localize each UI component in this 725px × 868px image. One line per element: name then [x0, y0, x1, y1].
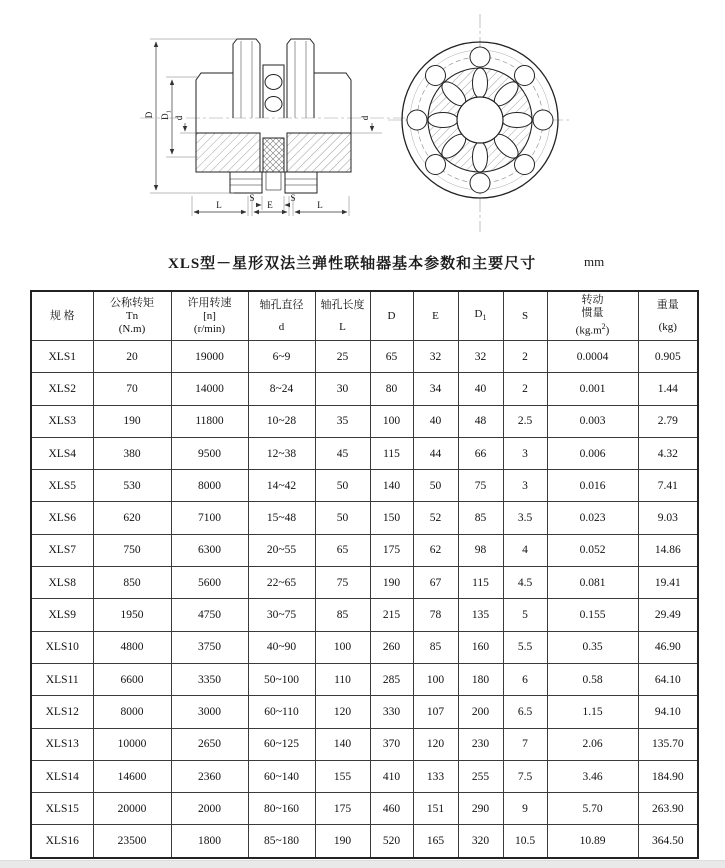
- table-cell: XLS16: [31, 825, 93, 858]
- table-body: [31, 341, 698, 858]
- table-cell: XLS2: [31, 373, 93, 405]
- table-cell: 10.89: [547, 825, 638, 858]
- table-cell: XLS14: [31, 760, 93, 792]
- table-cell: 460: [370, 793, 413, 825]
- table-cell: 290: [458, 793, 503, 825]
- table-cell: 100: [370, 405, 413, 437]
- table-cell: 6: [503, 663, 547, 695]
- table-cell: 0.003: [547, 405, 638, 437]
- table-cell: 5600: [171, 567, 248, 599]
- table-row: [31, 599, 698, 631]
- table-cell: 98: [458, 534, 503, 566]
- table-cell: 6300: [171, 534, 248, 566]
- table-cell: 45: [315, 437, 370, 469]
- table-cell: 530: [93, 470, 171, 502]
- table-cell: 62: [413, 534, 458, 566]
- dim-label-d-right: d: [360, 115, 370, 121]
- col-header-speed: 许用转速 [n] (r/min): [171, 291, 248, 341]
- table-cell: XLS3: [31, 405, 93, 437]
- table-cell: 100: [413, 663, 458, 695]
- table-cell: 60~125: [248, 728, 315, 760]
- table-cell: 30~75: [248, 599, 315, 631]
- table-cell: 2360: [171, 760, 248, 792]
- table-cell: 14~42: [248, 470, 315, 502]
- table-cell: 520: [370, 825, 413, 858]
- table-cell: 50: [413, 470, 458, 502]
- engineering-drawing: [0, 0, 725, 246]
- table-cell: 34: [413, 373, 458, 405]
- table-cell: 60~110: [248, 696, 315, 728]
- table-cell: 100: [315, 631, 370, 663]
- table-cell: 190: [315, 825, 370, 858]
- table-cell: 2.79: [638, 405, 698, 437]
- table-cell: 22~65: [248, 567, 315, 599]
- table-cell: 4.32: [638, 437, 698, 469]
- table-cell: 0.001: [547, 373, 638, 405]
- table-cell: 263.90: [638, 793, 698, 825]
- table-cell: XLS8: [31, 567, 93, 599]
- table-cell: 120: [315, 696, 370, 728]
- table-cell: 151: [413, 793, 458, 825]
- col-header-length: 轴孔长度 L: [315, 291, 370, 341]
- table-cell: 370: [370, 728, 413, 760]
- page-title: XLS型－星形双法兰弹性联轴器基本参数和主要尺寸: [168, 256, 537, 272]
- table-cell: 150: [370, 502, 413, 534]
- table-cell: 2: [503, 341, 547, 373]
- table-row: [31, 341, 698, 373]
- table-row: [31, 470, 698, 502]
- table-cell: 4800: [93, 631, 171, 663]
- table-row: [31, 502, 698, 534]
- table-cell: 3: [503, 437, 547, 469]
- table-cell: 4.5: [503, 567, 547, 599]
- table-cell: 155: [315, 760, 370, 792]
- table-row: [31, 728, 698, 760]
- table-cell: 6~9: [248, 341, 315, 373]
- table-row: [31, 567, 698, 599]
- table-cell: 380: [93, 437, 171, 469]
- table-cell: 7.5: [503, 760, 547, 792]
- table-cell: 11800: [171, 405, 248, 437]
- table-cell: 1800: [171, 825, 248, 858]
- table-cell: 46.90: [638, 631, 698, 663]
- table-cell: 3000: [171, 696, 248, 728]
- table-cell: 10~28: [248, 405, 315, 437]
- table-cell: 330: [370, 696, 413, 728]
- table-cell: 40~90: [248, 631, 315, 663]
- table-cell: 120: [413, 728, 458, 760]
- table-row: [31, 793, 698, 825]
- table-row: [31, 663, 698, 695]
- table-cell: 85: [458, 502, 503, 534]
- table-cell: 32: [458, 341, 503, 373]
- table-row: [31, 373, 698, 405]
- table-cell: 190: [93, 405, 171, 437]
- table-cell: XLS4: [31, 437, 93, 469]
- col-header-bore: 轴孔直径 d: [248, 291, 315, 341]
- table-cell: 0.905: [638, 341, 698, 373]
- table-cell: 140: [370, 470, 413, 502]
- table-cell: 165: [413, 825, 458, 858]
- table-cell: 110: [315, 663, 370, 695]
- table-cell: 75: [458, 470, 503, 502]
- table-cell: 2.5: [503, 405, 547, 437]
- table-cell: 52: [413, 502, 458, 534]
- table-cell: 0.0004: [547, 341, 638, 373]
- table-cell: 25: [315, 341, 370, 373]
- table-cell: 320: [458, 825, 503, 858]
- table-cell: 2: [503, 373, 547, 405]
- col-header-torque: 公称转矩 Tn (N.m): [93, 291, 171, 341]
- dim-label-d-left: d: [174, 115, 184, 121]
- dim-label-D1: $D_1$: [160, 110, 173, 120]
- table-cell: 10000: [93, 728, 171, 760]
- header-row: [31, 291, 698, 341]
- table-cell: XLS9: [31, 599, 93, 631]
- table-cell: 60~140: [248, 760, 315, 792]
- table-cell: 50: [315, 502, 370, 534]
- table-cell: 410: [370, 760, 413, 792]
- table-cell: 2650: [171, 728, 248, 760]
- table-cell: 1950: [93, 599, 171, 631]
- table-cell: 180: [458, 663, 503, 695]
- table-cell: 230: [458, 728, 503, 760]
- table-cell: XLS13: [31, 728, 93, 760]
- table-cell: 1.44: [638, 373, 698, 405]
- col-header-D1: $D_1$: [458, 291, 503, 341]
- table-cell: 0.023: [547, 502, 638, 534]
- table-cell: 80: [370, 373, 413, 405]
- table-cell: 175: [315, 793, 370, 825]
- table-cell: 190: [370, 567, 413, 599]
- table-cell: 7.41: [638, 470, 698, 502]
- table-cell: 285: [370, 663, 413, 695]
- table-cell: 80~160: [248, 793, 315, 825]
- table-cell: 7: [503, 728, 547, 760]
- table-cell: 65: [370, 341, 413, 373]
- table-cell: XLS15: [31, 793, 93, 825]
- table-cell: 85: [315, 599, 370, 631]
- table-cell: 200: [458, 696, 503, 728]
- table-cell: 140: [315, 728, 370, 760]
- table-cell: 20000: [93, 793, 171, 825]
- table-cell: 48: [458, 405, 503, 437]
- table-cell: 8000: [171, 470, 248, 502]
- table-cell: 5: [503, 599, 547, 631]
- page-bottom-edge: [0, 860, 725, 868]
- table-cell: 10.5: [503, 825, 547, 858]
- table-cell: 1.15: [547, 696, 638, 728]
- table-cell: XLS1: [31, 341, 93, 373]
- table-cell: 29.49: [638, 599, 698, 631]
- table-cell: 5.5: [503, 631, 547, 663]
- dim-label-D: D: [144, 111, 154, 119]
- table-cell: 107: [413, 696, 458, 728]
- table-cell: 255: [458, 760, 503, 792]
- unit-label: mm: [584, 254, 605, 269]
- table-cell: 14.86: [638, 534, 698, 566]
- table-cell: 9500: [171, 437, 248, 469]
- table-cell: 19000: [171, 341, 248, 373]
- table-cell: XLS10: [31, 631, 93, 663]
- table-cell: 750: [93, 534, 171, 566]
- table-row: [31, 437, 698, 469]
- table-row: [31, 825, 698, 858]
- table-cell: 12~38: [248, 437, 315, 469]
- table-cell: 0.016: [547, 470, 638, 502]
- col-header-E: E: [413, 291, 458, 341]
- table-cell: XLS6: [31, 502, 93, 534]
- table-cell: 0.006: [547, 437, 638, 469]
- table-cell: 215: [370, 599, 413, 631]
- table-cell: 3750: [171, 631, 248, 663]
- table-cell: 85~180: [248, 825, 315, 858]
- table-cell: 0.58: [547, 663, 638, 695]
- table-cell: 6.5: [503, 696, 547, 728]
- table-cell: 620: [93, 502, 171, 534]
- table-cell: 50~100: [248, 663, 315, 695]
- title-row: [0, 250, 725, 272]
- col-header-weight: 重量 (kg): [638, 291, 698, 341]
- dim-label-E: E: [267, 200, 273, 210]
- table-cell: 3350: [171, 663, 248, 695]
- col-header-spec: 规 格: [31, 291, 93, 341]
- table-cell: 94.10: [638, 696, 698, 728]
- table-cell: 260: [370, 631, 413, 663]
- table-cell: 3: [503, 470, 547, 502]
- table-cell: 32: [413, 341, 458, 373]
- table-cell: 850: [93, 567, 171, 599]
- table-cell: 2.06: [547, 728, 638, 760]
- table-cell: 67: [413, 567, 458, 599]
- table-cell: 65: [315, 534, 370, 566]
- table-cell: 175: [370, 534, 413, 566]
- table-cell: 0.052: [547, 534, 638, 566]
- table-cell: 14000: [171, 373, 248, 405]
- front-view: [388, 14, 572, 232]
- table-row: [31, 534, 698, 566]
- dim-label-L-right: L: [317, 200, 323, 210]
- table-cell: 0.081: [547, 567, 638, 599]
- table-cell: 3.46: [547, 760, 638, 792]
- table-cell: 40: [413, 405, 458, 437]
- spec-table: [30, 290, 699, 859]
- table-cell: 0.35: [547, 631, 638, 663]
- table-cell: 75: [315, 567, 370, 599]
- table-cell: 9: [503, 793, 547, 825]
- table-cell: 23500: [93, 825, 171, 858]
- table-cell: 20~55: [248, 534, 315, 566]
- table-row: [31, 760, 698, 792]
- table-cell: 0.155: [547, 599, 638, 631]
- table-cell: XLS5: [31, 470, 93, 502]
- table-cell: 2000: [171, 793, 248, 825]
- table-cell: 7100: [171, 502, 248, 534]
- table-cell: 30: [315, 373, 370, 405]
- table-cell: 9.03: [638, 502, 698, 534]
- table-cell: 40: [458, 373, 503, 405]
- table-cell: 135.70: [638, 728, 698, 760]
- table-cell: 5.70: [547, 793, 638, 825]
- table-cell: 160: [458, 631, 503, 663]
- table-cell: XLS11: [31, 663, 93, 695]
- table-cell: 115: [370, 437, 413, 469]
- col-header-inertia: 转动 惯量 $(kg.m^2)$: [547, 291, 638, 341]
- table-row: [31, 696, 698, 728]
- table-cell: 70: [93, 373, 171, 405]
- table-cell: XLS7: [31, 534, 93, 566]
- table-cell: 3.5: [503, 502, 547, 534]
- table-row: [31, 631, 698, 663]
- table-cell: 14600: [93, 760, 171, 792]
- table-cell: 44: [413, 437, 458, 469]
- table-cell: 8~24: [248, 373, 315, 405]
- table-cell: XLS12: [31, 696, 93, 728]
- table-cell: 78: [413, 599, 458, 631]
- table-cell: 8000: [93, 696, 171, 728]
- col-header-D: D: [370, 291, 413, 341]
- table-cell: 115: [458, 567, 503, 599]
- table-cell: 64.10: [638, 663, 698, 695]
- table-cell: 6600: [93, 663, 171, 695]
- dim-label-L-left: L: [216, 200, 222, 210]
- table-cell: 4: [503, 534, 547, 566]
- dim-label-S-right: S: [290, 193, 296, 203]
- table-row: [31, 405, 698, 437]
- table-cell: 4750: [171, 599, 248, 631]
- table-cell: 19.41: [638, 567, 698, 599]
- table-cell: 364.50: [638, 825, 698, 858]
- table-cell: 184.90: [638, 760, 698, 792]
- table-cell: 20: [93, 341, 171, 373]
- table-cell: 66: [458, 437, 503, 469]
- col-header-S: S: [503, 291, 547, 341]
- table-cell: 35: [315, 405, 370, 437]
- table-cell: 15~48: [248, 502, 315, 534]
- dim-label-S-left: S: [249, 193, 255, 203]
- table-cell: 135: [458, 599, 503, 631]
- table-cell: 50: [315, 470, 370, 502]
- table-cell: 85: [413, 631, 458, 663]
- table-cell: 133: [413, 760, 458, 792]
